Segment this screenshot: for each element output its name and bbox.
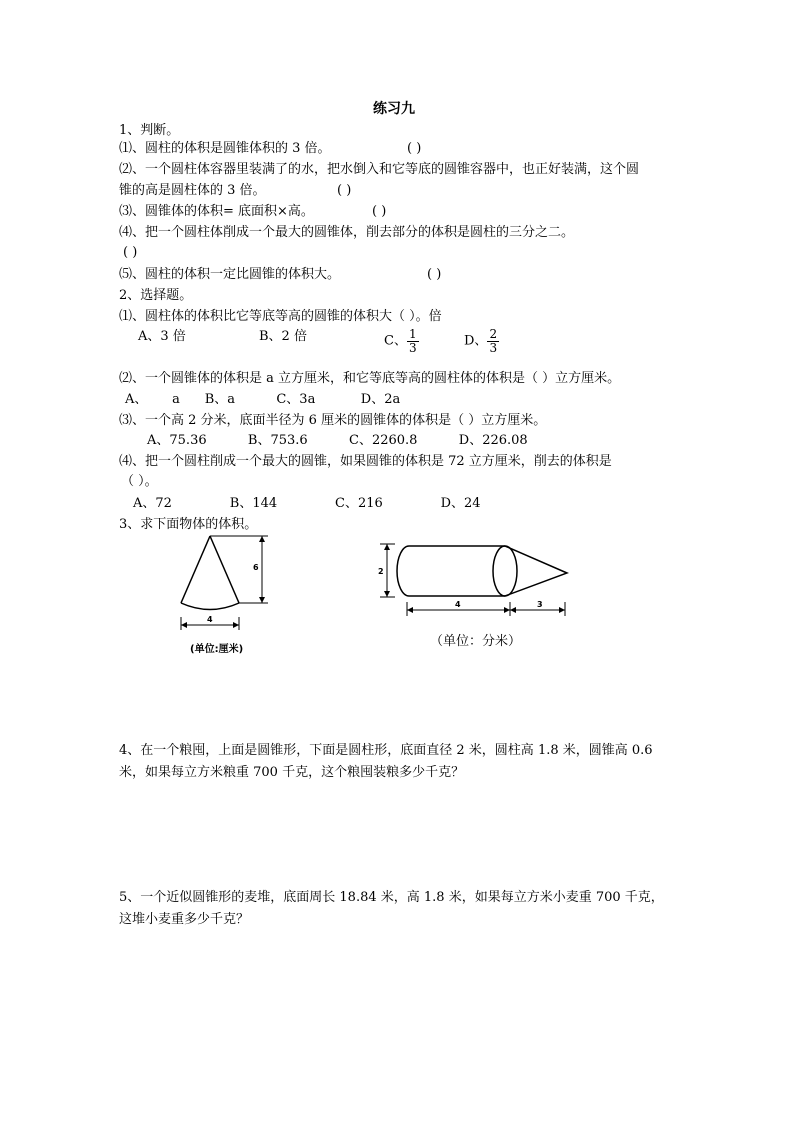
cylinder-right-end bbox=[493, 546, 517, 596]
cone-right-edge bbox=[210, 536, 239, 603]
page-title: 练习九 bbox=[373, 101, 415, 117]
s1-q2-answer-blank[interactable]: ( ) bbox=[337, 183, 352, 198]
s1-q2-line2: 锥的高是圆柱体的 3 倍。 bbox=[119, 183, 266, 198]
cone-base-label: 4 bbox=[207, 615, 213, 624]
s2-q3-options[interactable]: A、75.36 B、753.6 C、2260.8 D、226.08 bbox=[147, 433, 528, 448]
arrowhead-icon bbox=[259, 536, 265, 542]
arrowhead-icon bbox=[384, 591, 390, 597]
s5-line1: 5、一个近似圆锥形的麦堆，底面周长 18.84 米，高 1.8 米，如果每立方米小麦重 700 千克， bbox=[119, 890, 664, 905]
arrowhead-icon bbox=[384, 544, 390, 550]
s5-line2: 这堆小麦重多少千克？ bbox=[119, 912, 250, 927]
fig2-unit-caption: （单位：分米） bbox=[430, 634, 522, 649]
cone-length-label: 3 bbox=[537, 600, 543, 609]
section2-heading: 2、选择题。 bbox=[119, 288, 193, 303]
cylinder-cone-figure bbox=[375, 536, 575, 626]
cylinder-length-label: 4 bbox=[455, 600, 461, 609]
s2-q3: ⑶、一个高 2 分米，底面半径为 6 厘米的圆锥体的体积是（ ）立方厘米。 bbox=[119, 413, 547, 428]
cylinder-left-end bbox=[397, 546, 409, 596]
cone-base-arc bbox=[181, 603, 239, 610]
s1-q4: ⑷、把一个圆柱体削成一个最大的圆锥体，削去部分的体积是圆柱的三分之二。 bbox=[119, 225, 575, 240]
arrowhead-icon bbox=[259, 597, 265, 603]
s2-q4-line2: （ ）。 bbox=[121, 474, 158, 489]
s1-q5: ⑸、圆柱的体积一定比圆锥的体积大。 bbox=[119, 267, 341, 282]
s2-q1-option-d[interactable]: D、 $\frac{2}{3}$ bbox=[464, 327, 498, 355]
cylinder-sides bbox=[409, 546, 505, 596]
s4-line1: 4、在一个粮囤，上面是圆锥形，下面是圆柱形，底面直径 2 米，圆柱高 1.8 米，圆锥高 0.6 bbox=[119, 743, 653, 758]
arrowhead-icon bbox=[510, 607, 516, 613]
s1-q1-answer-blank[interactable]: ( ) bbox=[407, 141, 422, 156]
s1-q2-line1: ⑵、一个圆柱体容器里装满了的水，把水倒入和它等底的圆锥容器中，也正好装满，这个圆 bbox=[119, 162, 640, 177]
s2-q1: ⑴、圆柱体的体积比它等底等高的圆锥的体积大（ ）。倍 bbox=[119, 309, 442, 324]
cone-height-label: 6 bbox=[253, 563, 259, 572]
s1-q4-answer-blank[interactable]: ( ) bbox=[123, 245, 138, 260]
fig1-unit-caption: (单位:厘米) bbox=[190, 644, 244, 655]
cone-left-edge bbox=[181, 536, 210, 603]
s2-q4-options[interactable]: A、72 B、144 C、216 D、24 bbox=[133, 496, 481, 511]
s2-q1-option-a[interactable]: A、3 倍 bbox=[138, 329, 186, 344]
s2-q1-option-b[interactable]: B、2 倍 bbox=[259, 329, 307, 344]
s2-q4-line1: ⑷、把一个圆柱削成一个最大的圆锥，如果圆锥的体积是 72 立方厘米，削去的体积是 bbox=[119, 454, 612, 469]
arrowhead-icon bbox=[559, 607, 565, 613]
s2-q2: ⑵、一个圆锥体的体积是 a 立方厘米，和它等底等高的圆柱体的体积是（ ）立方厘米。 bbox=[119, 371, 621, 386]
arrowhead-icon bbox=[504, 607, 510, 613]
s4-line2: 米，如果每立方米粮重 700 千克，这个粮囤装粮多少千克？ bbox=[119, 765, 465, 780]
s1-q1: ⑴、圆柱的体积是圆锥体积的 3 倍。 bbox=[119, 141, 331, 156]
arrowhead-icon bbox=[181, 622, 187, 628]
arrowhead-icon bbox=[407, 607, 413, 613]
s1-q3-answer-blank[interactable]: ( ) bbox=[372, 204, 387, 219]
s2-q1-option-c[interactable]: C、 $\frac{1}{3}$ bbox=[384, 327, 417, 355]
diameter-label: 2 bbox=[378, 567, 384, 576]
cone-sector-figure bbox=[170, 528, 280, 638]
arrowhead-icon bbox=[233, 622, 239, 628]
s2-q2-options[interactable]: A、 a B、a C、3a D、2a bbox=[125, 392, 401, 407]
section3-heading: 3、求下面物体的体积。 bbox=[119, 517, 258, 532]
s1-q5-answer-blank[interactable]: ( ) bbox=[427, 267, 442, 282]
section1-heading: 1、判断。 bbox=[119, 123, 180, 138]
s1-q3: ⑶、圆锥体的体积= 底面积×高。 bbox=[119, 204, 314, 219]
